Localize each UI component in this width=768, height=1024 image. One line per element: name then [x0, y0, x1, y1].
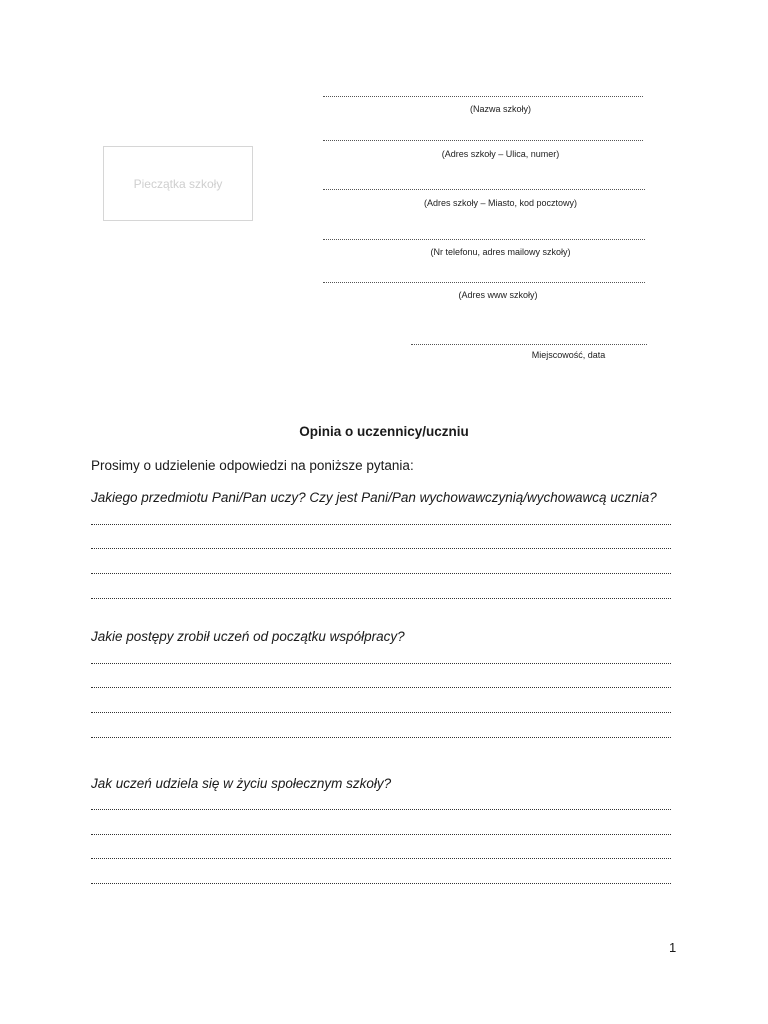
- school-contact-line: [323, 239, 645, 240]
- answer-line[interactable]: [91, 573, 671, 574]
- answer-line[interactable]: [91, 524, 671, 525]
- page-number: 1: [669, 940, 677, 955]
- school-www-caption: (Adres www szkoły): [458, 290, 538, 300]
- school-www-line: [323, 282, 645, 283]
- place-date-caption: Miejscowość, data: [531, 350, 606, 360]
- school-city-caption: (Adres szkoły – Miasto, kod pocztowy): [423, 198, 578, 208]
- question-1: Jakiego przedmiotu Pani/Pan uczy? Czy jest Pani/Pan wychowawczynią/wychowawcą ucznia?: [91, 490, 657, 505]
- answer-line[interactable]: [91, 809, 671, 810]
- answer-line[interactable]: [91, 883, 671, 884]
- document-title: Opinia o uczennicy/uczniu: [299, 424, 469, 439]
- intro-text: Prosimy o udzielenie odpowiedzi na poniższe pytania:: [91, 458, 414, 473]
- question-3: Jak uczeń udziela się w życiu społecznym szkoły?: [91, 776, 392, 791]
- answer-line[interactable]: [91, 737, 671, 738]
- question-2: Jakie postępy zrobił uczeń od początku współpracy?: [91, 629, 405, 644]
- school-street-line: [323, 140, 643, 141]
- answer-line[interactable]: [91, 834, 671, 835]
- answer-line[interactable]: [91, 858, 671, 859]
- school-name-line: [323, 96, 643, 97]
- stamp-placeholder-label: Pieczątka szkoły: [133, 176, 223, 191]
- answer-line[interactable]: [91, 712, 671, 713]
- school-contact-caption: (Nr telefonu, adres mailowy szkoły): [430, 247, 571, 257]
- school-stamp-placeholder: [103, 146, 253, 221]
- school-name-caption: (Nazwa szkoły): [469, 104, 531, 114]
- answer-line[interactable]: [91, 687, 671, 688]
- place-date-line: [411, 344, 647, 345]
- answer-line[interactable]: [91, 548, 671, 549]
- answer-line[interactable]: [91, 663, 671, 664]
- answer-line[interactable]: [91, 598, 671, 599]
- school-city-line: [323, 189, 645, 190]
- school-street-caption: (Adres szkoły – Ulica, numer): [441, 149, 560, 159]
